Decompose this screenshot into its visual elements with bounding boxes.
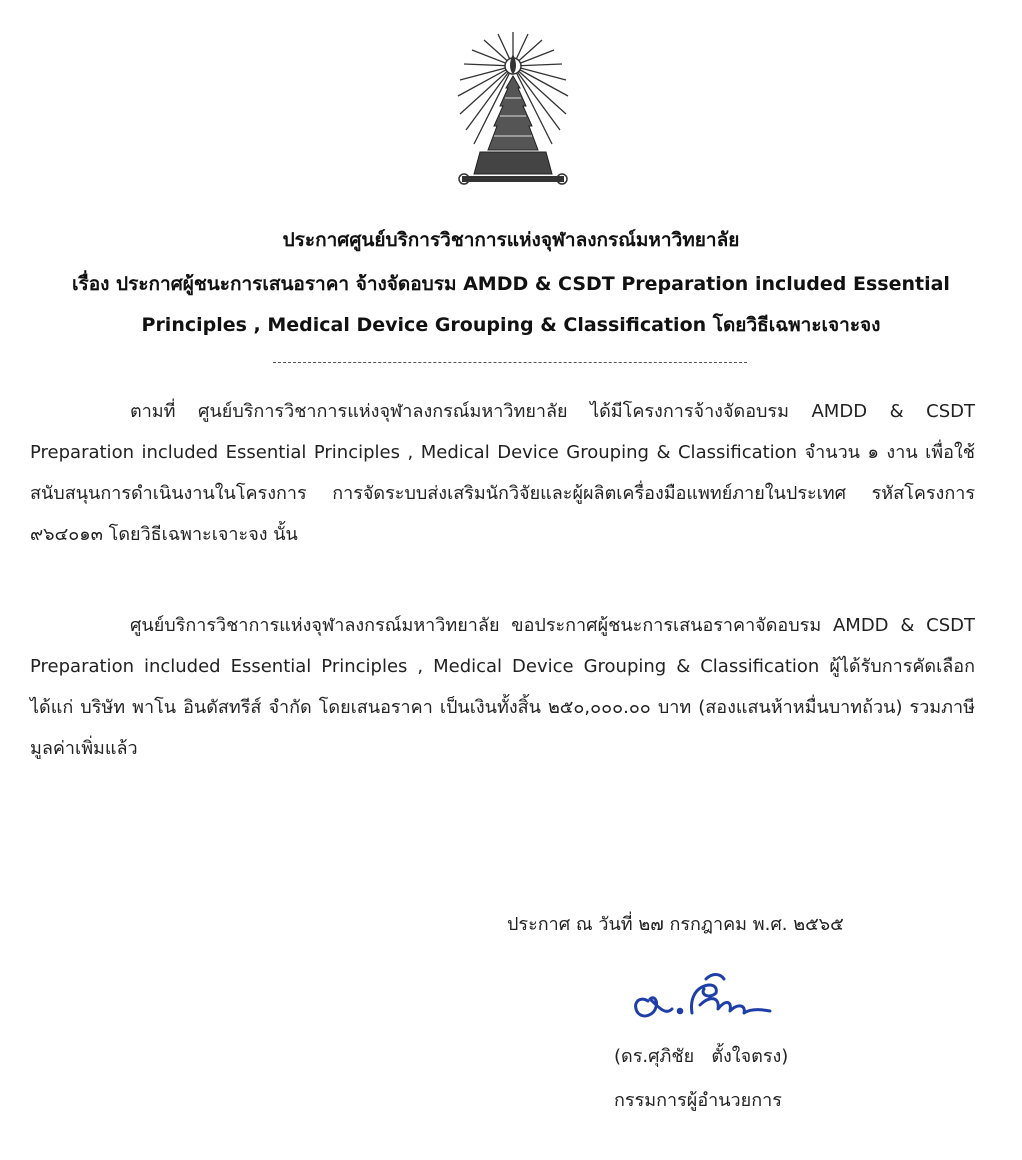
announcement-heading: ประกาศศูนย์บริการวิชาการแห่งจุฬาลงกรณ์มหาวิทยาลัย (282, 229, 740, 251)
announcement-subject-line-2: Principles , Medical Device Grouping & Classification โดยวิธีเฉพาะเจาะจง (141, 314, 881, 336)
announcement-subject-line-1: เรื่อง ประกาศผู้ชนะการเสนอราคา จ้างจัดอบรม AMDD & CSDT Preparation included Essential (72, 273, 950, 295)
body-paragraph-1-text: ตามที่ ศูนย์บริการวิชาการแห่งจุฬาลงกรณ์มหาวิทยาลัย ได้มีโครงการจ้างจัดอบรม AMDD & CSDT Preparation included Essential Principles , Medical Device Grouping & Classification จำนวน ๑ งาน เพื่อใช้สนับสนุนการดำเนินงานในโครงการ การจัดระบบส่งเสริมนักวิจัยและผู้ผลิตเครื่องมือแพทย์ภายในประเทศ รหัสโครงการ ๙๖๔๐๑๓ โดยวิธีเฉพาะเจาะจง นั้น (30, 401, 975, 545)
signatory-position: กรรมการผู้อำนวยการ (614, 1090, 782, 1111)
body-paragraph-2 (30, 605, 975, 769)
signatory-name: (ดร.ศุภิชัย ตั้งใจตรง) (614, 1046, 789, 1067)
body-paragraph-2-text: ศูนย์บริการวิชาการแห่งจุฬาลงกรณ์มหาวิทยาลัย ขอประกาศผู้ชนะการเสนอราคาจัดอบรม AMDD & CSDT Preparation included Essential Principles , Medical Device Grouping & Classification ผู้ได้รับการคัดเลือก ได้แก่ บริษัท พาโน อินดัสทรีส์ จำกัด โดยเสนอราคา เป็นเงินทั้งสิ้น ๒๕๐,๐๐๐.๐๐ บาท (สองแสนห้าหมื่นบาทถ้วน) รวมภาษีมูลค่าเพิ่มแล้ว (30, 615, 975, 759)
announcement-date: ประกาศ ณ วันที่ ๒๗ กรกฎาคม พ.ศ. ๒๕๖๕ (507, 914, 844, 935)
chulalongkorn-emblem-icon (448, 26, 578, 196)
separator-line (273, 362, 747, 363)
signature-icon (620, 965, 800, 1025)
body-paragraph-1 (30, 391, 975, 555)
